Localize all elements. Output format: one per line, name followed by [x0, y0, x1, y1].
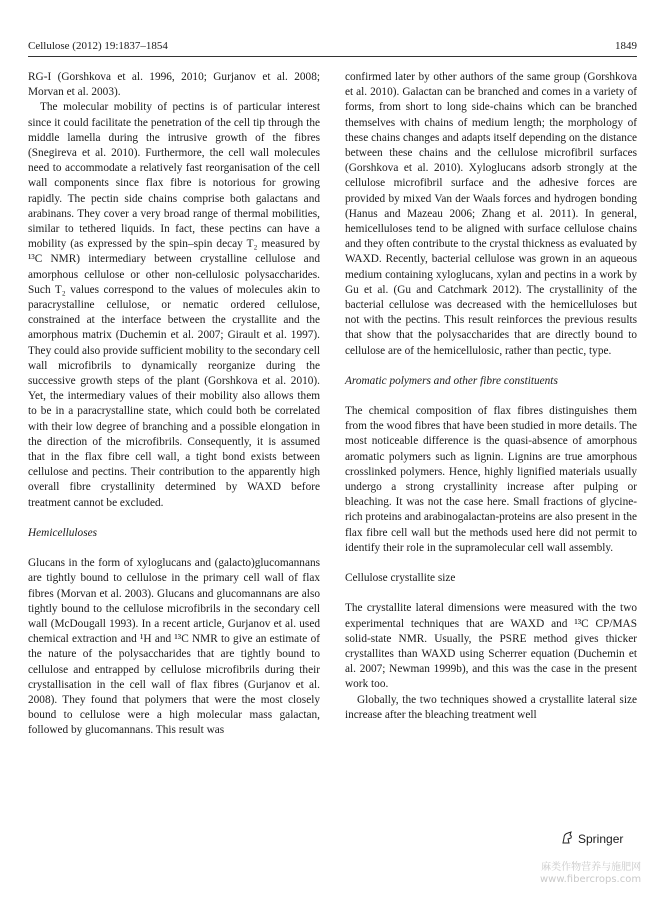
watermark-line: www.fibercrops.com [540, 874, 642, 885]
left-column [28, 70, 320, 739]
paragraph: Globally, the two techniques showed a crystallite lateral size increase after the bleaching treatment well [345, 693, 637, 721]
paragraph: RG-I (Gorshkova et al. 1996, 2010; Gurjanov et al. 2008; Morvan et al. 2003). [28, 71, 320, 99]
section-heading: Cellulose crystallite size [345, 572, 456, 585]
header-rule [28, 56, 637, 57]
watermark [540, 862, 641, 886]
running-header [28, 36, 637, 52]
publisher-name: Springer [578, 832, 624, 846]
journal-citation: Cellulose (2012) 19:1837–1854 [28, 40, 168, 52]
paragraph: confirmed later by other authors of the same group (Gorshkova et al. 2010). Galactan can be branched and comes in a variety of forms, from short to long side-chains which can be branched themselves with chains of medium length; the morphology of these chains changes and adapts itself depending on the distance between these chains and the cellulose microfibril surfaces (Gorshkova et al. 2010). Xyloglucans adsorb strongly at the cellulose microfibril surface and the adhesive forces are provided by mixed Van der Waals forces and hydrogen bonding (Hanus and Mazeau 2006; Zhang et al. 2011). In general, hemicelluloses tend to be aligned with surface cellulose chains and they often contribute to the crystal thickness as evaluated by WAXD. Recently, bacterial cellulose was grown in an aqueous medium containing xyloglucans, xylan and pectins in a work by Gu et al. (Gu and Catchmark 2012). The crystallinity of the bacterial cellulose was decreased with the hemicelluloses but not with the pectins. This result reinforces the previous results that show that the polysaccharides that are directly bound to cellulose are of the hemicellulosic, rather than pectic, type. [345, 71, 637, 357]
paragraph: The molecular mobility of pectins is of particular interest since it could facilitate the penetration of the cell tip through the middle lamella during the intrusive growth of the fibres (Snegireva et al. 2010). Furthermore, the cell wall molecules need to accommodate a relatively fast reorganisation of the cell wall components since flax fibre is notorious for growing rapidly. The pectin side chains comprise both galactans and arabinans. They cover a very broad range of thermal mobilities, similar to tethered liquids. In fact, these pectins can have a mobility (as expressed by the spin–spin decay T₂ measured by ¹³C NMR) intermediary between crystalline cellulose and amorphous cellulose or other non-cellulosic polysaccharides. Such T₂ values correspond to the values of molecules akin to paracrystalline cellulose, or nematic ordered cellulose, constrained at the interface between the crystallite and the amorphous matrix (Duchemin et al. 2007; Girault et al. 1997). They could also provide sufficient mobility to the secondary cell wall microfibrils to dynamically reorganize during the successive growth steps of the plant (Gorshkova et al. 2010). Yet, the intermediary values of their mobility also allows them to be in a paracrystalline state, which could both be correlated with their low degree of branching and a possible elongation in the direction of the microfibrils. Consequently, it is assumed that in the flax fibre cell wall, a tight bond exists between cellulose and pectins. Their contribution to the apparently high overall fibre crystallinity determined by WAXD before treatment cannot be excluded. [28, 101, 320, 509]
publisher-logo [560, 830, 623, 848]
paragraph: Glucans in the form of xyloglucans and (galacto)glucomannans are tightly bound to cellulose in the primary cell wall of flax fibres (Morvan et al. 2003). Glucans and glucomannans are also tightly bound to the cellulose microfibrils in the secondary cell wall (McDougall 1993). In a recent article, Gurjanov et al. used chemical extraction and ¹H and ¹³C NMR to give an estimate of the nature of the polysaccharides that are tightly bound to cellulose and entrapped by cellulose microfibrils during their crystallisation in the cell wall of flax fibres (Gurjanov et al. 2008). They found that polymers that were the most closely bound to cellulose were a high molecular mass galactan, followed by glucomannans. This result was [28, 557, 320, 737]
paragraph: The chemical composition of flax fibres distinguishes them from the wood fibres that have been studied in more details. The most noticeable difference is the quasi-absence of amorphous aromatic polymers such as lignin. Lignins are true amorphous crosslinked polymers. Hence, highly lignified materials usually undergo a strong crystallinity increase after pulping or bleaching. It was not the case here. Small fractions of glycine-rich proteins and arabinogalactan-proteins are also present in the flax fibre cell wall but the methods used here did not permit to identify their role in the supramolecular cell wall assembly. [345, 405, 637, 554]
section-heading: Hemicelluloses [28, 526, 98, 539]
page-number: 1849 [615, 40, 637, 52]
section-heading: Aromatic polymers and other fibre constituents [345, 374, 558, 387]
right-column [345, 70, 637, 723]
springer-horse-icon [560, 831, 574, 848]
paragraph: The crystallite lateral dimensions were measured with the two experimental techniques that are WAXD and ¹³C CP/MAS solid-state NMR. Usually, the PSRE method gives thicker crystallites than WAXD using Scherrer equation (Duchemin et al. 2007; Newman 1999b), and this was the case in the present work too. [345, 602, 637, 691]
watermark-line: 麻类作物营养与施肥网 [541, 862, 642, 873]
